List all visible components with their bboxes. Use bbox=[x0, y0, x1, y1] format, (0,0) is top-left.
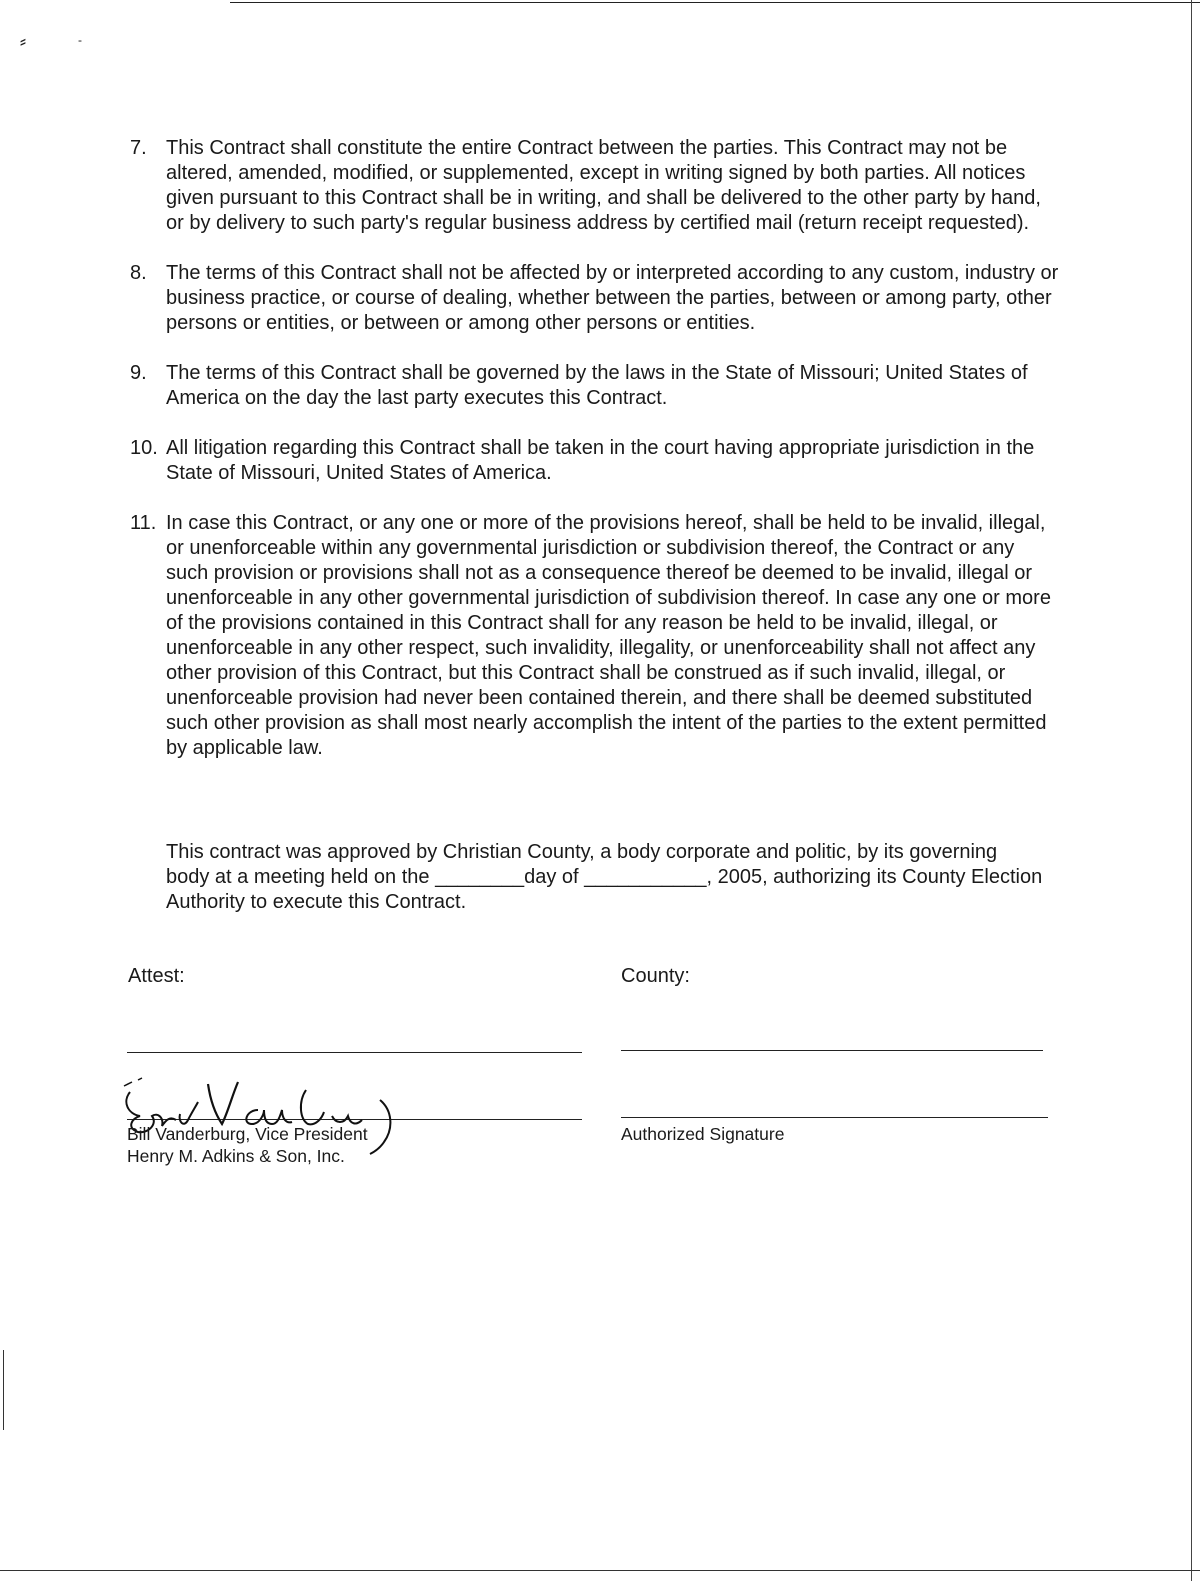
clause-8 bbox=[130, 261, 1060, 336]
clause-11 bbox=[130, 511, 1060, 761]
county-label: County: bbox=[621, 965, 690, 987]
clause-number: 7. bbox=[130, 137, 147, 159]
clause-number: 10. bbox=[130, 437, 158, 459]
scan-right-edge bbox=[1191, 0, 1192, 1581]
authorized-signature-line bbox=[621, 1117, 1048, 1118]
signer-company: Henry M. Adkins & Son, Inc. bbox=[127, 1146, 345, 1166]
clause-text: All litigation regarding this Contract shall be taken in the court having appropriate jurisdiction in the State of Missouri, United States of America. bbox=[166, 437, 1035, 484]
clause-text: In case this Contract, or any one or more of the provisions hereof, shall be held to be invalid, illegal, or unenforceable within any governmental jurisdiction or subdivision thereof, the Contract or any such provision or provisions shall not as a consequence thereof be deemed to be invalid, illegal or unenforceable in any other governmental jurisdiction of subdivision thereof. In case any one or more of the provisions contained in this Contract shall for any reason be held to be invalid, illegal, or unenforceable in any other respect, such invalidity, illegality, or unenforceability shall not affect any other provision of this Contract, but this Contract shall be construed as if such invalid, illegal, or unenforceable provision had never been contained therein, and there shall be deemed substituted such other provision as shall most nearly accomplish the intent of the parties to the extent permitted by applicable law. bbox=[166, 512, 1051, 759]
scan-speck: - bbox=[78, 33, 82, 47]
scan-speck: ⸗ bbox=[20, 31, 26, 51]
clause-7 bbox=[130, 136, 1060, 236]
approval-paragraph: This contract was approved by Christian County, a body corporate and politic, by its governing body at a meeting held on the ________day of ___________, 2005, authorizing its County Election Authority to execute this Contract. bbox=[166, 841, 1043, 913]
scan-bottom-edge bbox=[0, 1570, 1200, 1571]
clause-number: 9. bbox=[130, 362, 147, 384]
clause-9 bbox=[130, 361, 1060, 411]
clause-text: The terms of this Contract shall be governed by the laws in the State of Missouri; United States of America on the day the last party executes this Contract. bbox=[166, 362, 1028, 409]
clause-text: This Contract shall constitute the entire Contract between the parties. This Contract may not be altered, amended, modified, or supplemented, except in writing signed by both parties. All notices given pursuant to this Contract shall be in writing, and shall be delivered to the other party by hand, or by delivery to such party's regular business address by certified mail (return receipt requested). bbox=[166, 137, 1041, 234]
county-signature-line bbox=[621, 1050, 1043, 1051]
attest-label: Attest: bbox=[128, 965, 185, 987]
authorized-signature-label: Authorized Signature bbox=[621, 1124, 785, 1144]
clause-number: 11. bbox=[130, 512, 157, 534]
scan-left-mark bbox=[3, 1350, 4, 1430]
scan-top-edge bbox=[230, 2, 1200, 3]
contract-clauses bbox=[130, 136, 1060, 786]
attest-signature-line bbox=[127, 1052, 582, 1053]
signer-name: Bill Vanderburg, Vice President bbox=[127, 1124, 368, 1144]
clause-10 bbox=[130, 436, 1060, 486]
clause-text: The terms of this Contract shall not be affected by or interpreted according to any custom, industry or business practice, or course of dealing, whether between the parties, between or among party, other persons or entities, or between or among other persons or entities. bbox=[166, 262, 1059, 334]
clause-number: 8. bbox=[130, 262, 147, 284]
